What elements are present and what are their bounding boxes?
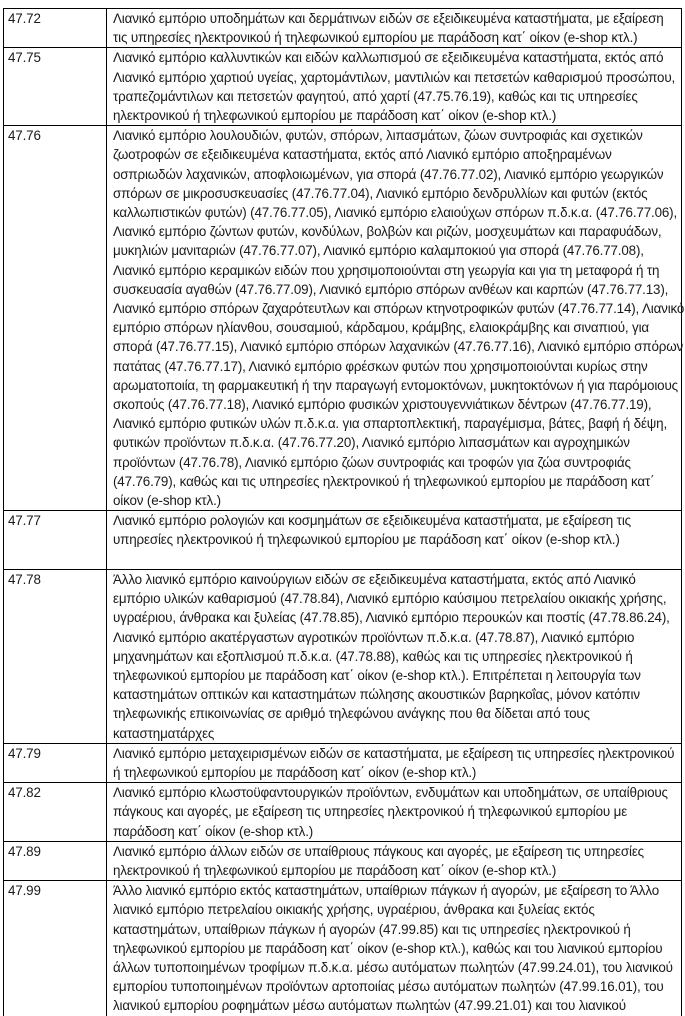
description-line: λιανικό εμπόριο πετρελαίου οικιακής χρήσης, υγραέριου, άνθρακα και ξυλείας εκτός — [113, 902, 595, 918]
description-line: καταστημάτων οπτικών και καταστημάτων πώλησης ακουστικών βαρηκοΐας, μόνον κατόπιν — [113, 687, 640, 703]
description-line: ηλεκτρονικού ή τηλεφωνικού εμπορίου με παράδοση κατ΄ οίκον (e-shop κτλ.) — [113, 862, 557, 878]
description-line: Λιανικό εμπόριο κλωστοϋφαντουργικών προϊόντων, ενδυμάτων και υποδημάτων, σε υπαίθριους — [113, 785, 668, 801]
description-line: σπορά (47.76.77.15), Λιανικό εμπόριο σπόρων λαχανικών (47.76.77.16), Λιανικό εμπόριο σπόρων — [113, 339, 684, 355]
activity-code: 47.89 — [4, 841, 107, 880]
description-line — [113, 550, 675, 569]
activity-code: 47.99 — [4, 881, 107, 1016]
description-line: Λιανικό εμπόριο λουλουδιών, φυτών, σπόρων, λιπασμάτων, ζώων συντροφιάς και σχετικών — [113, 128, 643, 144]
description-line: Λιανικό εμπόριο καλλυντικών και ειδών καλλωπισμού σε εξειδικευμένα καταστήματα, εκτός από — [113, 50, 664, 66]
description-line: μηχανημάτων και εξοπλισμού π.δ.κ.α. (47.78.88), καθώς και τις υπηρεσίες ηλεκτρονικού ή — [113, 648, 633, 664]
description-line: Λιανικό εμπόριο κεραμικών ειδών που χρησιμοποιούνται στη γεωργία και για τη μεταφορά ή τη — [113, 262, 660, 278]
description-line: οίκον (e-shop κτλ.) — [113, 493, 221, 509]
description-line: Λιανικό εμπόριο σπόρων ζαχαρότευτλων και σπόρων κτηνοτροφικών φυτών (47.76.77.14), Λιανικό — [113, 301, 685, 317]
activity-description — [107, 48, 682, 126]
description-line: συσκευασία αγαθών (47.76.77.09), Λιανικό εμπόριο σπόρων ανθέων και καρπών (47.76.77.13), — [113, 281, 669, 297]
activity-code: 47.72 — [4, 9, 107, 48]
description-line: εμπόριο υλικών καθαρισμού (47.78.84), Λιανικό εμπόριο καύσιμου πετρελαίου οικιακής χρήσης, — [113, 591, 667, 607]
table-row — [4, 511, 682, 570]
table-row — [4, 881, 682, 1016]
description-line: Άλλο λιανικό εμπόριο καινούργιων ειδών σε εξειδικευμένα καταστήματα, εκτός από Λιανικό — [113, 571, 636, 587]
description-line: Λιανικό εμπόριο ρολογιών και κοσμημάτων σε εξειδικευμένα καταστήματα, με εξαίρεση τις — [113, 513, 631, 529]
activity-code: 47.78 — [4, 569, 107, 743]
table-row — [4, 743, 682, 782]
activity-description — [107, 783, 682, 842]
description-line: πατάτας (47.76.77.17), Λιανικό εμπόριο φρέσκων φυτών που χρησιμοποιούνται κυρίως στην — [113, 358, 648, 374]
description-line: Λιανικό εμπόριο υποδημάτων και δερμάτινων ειδών σε εξειδικευμένα καταστήματα, με εξαίρεση — [113, 11, 664, 26]
description-line: (47.76.79), καθώς και τις υπηρεσίες ηλεκτρονικού ή τηλεφωνικού εμπορίου με παράδοση κατ΄ — [113, 473, 655, 489]
table-row — [4, 783, 682, 842]
activity-description — [107, 126, 685, 511]
table-row — [4, 841, 682, 880]
description-line: Λιανικό εμπόριο ζώντων φυτών, κονδύλων, βολβών και ριζών, μοσχευμάτων και παραφυάδων, — [113, 224, 662, 240]
description-line: μυκηλιών μανιταριών (47.76.77.07), Λιανικό εμπόριο καλαμποκιού για σπορά (47.76.77.08), — [113, 243, 644, 259]
description-line: εμπορίου τυποποιημένων προϊόντων αρτοποιίας μέσω αυτόματων πωλητών (47.99.16.01), του — [113, 979, 664, 995]
description-line: οσπριωδών λαχανικών, αποφλοιωμένων, για σπορά (47.76.77.02), Λιανικό εμπόριο γεωργικών — [113, 166, 664, 182]
description-line: υπηρεσίες ηλεκτρονικού ή τηλεφωνικού εμπορίου με παράδοση κατ΄ οίκον (e-shop κτλ.) — [113, 532, 620, 548]
description-line: τραπεζομάντιλων και πετσετών φαγητού, από χαρτί (47.75.76.19), καθώς και τις υπηρεσίες — [113, 88, 638, 104]
description-line: καταστηματάρχες — [113, 725, 215, 741]
table-body — [4, 9, 685, 1016]
description-line: ζωοτροφών σε εξειδικευμένα καταστήματα, εκτός από Λιανικό εμπόριο αποξηραμένων — [113, 147, 612, 163]
description-line: καλλωπιστικών φυτών) (47.76.77.05), Λιανικό εμπόριο ελαιούχων σπόρων π.δ.κ.α. (47.76.77.06), — [113, 205, 678, 221]
description-line: Λιανικό εμπόριο μεταχειρισμένων ειδών σε καταστήματα, με εξαίρεση τις υπηρεσίες ηλεκτρονικού — [113, 745, 675, 761]
table-row — [4, 569, 682, 743]
table-row — [4, 48, 682, 126]
description-line: τηλεφωνικού εμπορίου με παράδοση κατ΄ οίκον (e-shop κτλ.), καθώς και του λιανικού εμπορίου — [113, 940, 663, 956]
activity-code: 47.76 — [4, 126, 107, 511]
activity-code: 47.77 — [4, 511, 107, 570]
description-line: Λιανικό εμπόριο ακατέργαστων αγροτικών προϊόντων π.δ.κ.α. (47.78.87), Λιανικό εμπόριο — [113, 629, 635, 645]
activity-description — [107, 9, 682, 48]
description-line: εμπόριο σπόρων ηλίανθου, σουσαμιού, κάρδαμου, κράμβης, ελαιοκράμβης και σιναπιού, για — [113, 320, 649, 336]
description-line: πάγκους και αγορές, με εξαίρεση τις υπηρεσίες ηλεκτρονικού ή τηλεφωνικού εμπορίου με — [113, 804, 628, 820]
activity-description — [107, 881, 682, 1016]
description-line: καταστημάτων, υπαίθριων πάγκων ή αγορών (47.99.85) και τις υπηρεσίες ηλεκτρονικού ή — [113, 921, 631, 937]
description-line: σπόρων σε μικροσυσκευασίες (47.76.77.04), Λιανικό εμπόριο δενδρυλλίων και φυτών (εκτός — [113, 185, 648, 201]
description-line: παράδοση κατ΄ οίκον (e-shop κτλ.) — [113, 823, 314, 839]
description-line: τηλεφωνικής επικοινωνίας σε αριθμό τηλεφώνου ανάγκης που θα δίδεται από τους — [113, 706, 590, 722]
description-line: λιανικού εμπορίου ροφημάτων μέσω αυτόματων πωλητών (47.99.21.01) και του λιανικού — [113, 998, 626, 1014]
description-line: ή τηλεφωνικού εμπορίου με παράδοση κατ΄ οίκον (e-shop κτλ.) — [113, 764, 477, 780]
description-line: σκοπούς (47.76.77.18), Λιανικό εμπόριο φυσικών χριστουγεννιάτικων δέντρων (47.76.77.19), — [113, 397, 652, 413]
activity-description — [107, 743, 682, 782]
activity-description — [107, 569, 682, 743]
activity-code: 47.79 — [4, 743, 107, 782]
table-row — [4, 126, 682, 511]
description-line: τις υπηρεσίες ηλεκτρονικού ή τηλεφωνικού εμπορίου με παράδοση κατ΄ οίκον (e-shop κτλ.) — [113, 30, 638, 46]
table-row — [4, 9, 682, 48]
description-line: Λιανικό εμπόριο φυτικών υλών π.δ.κ.α. για σπαρτοπλεκτική, παραγέμισμα, βάτες, βαφή ή δέψη, — [113, 416, 668, 432]
description-line: αρωματοποιία, τη φαρμακευτική ή την παραγωγή εντομοκτόνων, μυκητοκτόνων ή για παρόμοιους — [113, 377, 678, 393]
activity-description — [107, 511, 682, 570]
description-line: φυτικών προϊόντων π.δ.κ.α. (47.76.77.20), Λιανικό εμπόριο λιπασμάτων και αγροχημικών — [113, 435, 630, 451]
description-line: προϊόντων (47.76.78), Λιανικό εμπόριο ζώων συντροφιάς και τροφών για ζώα συντροφιάς — [113, 454, 631, 470]
description-line: άλλων τυποποιημένων τροφίμων π.δ.κ.α. μέσω αυτόματων πωλητών (47.99.24.01), του λιανικού — [113, 959, 673, 975]
activity-description — [107, 841, 682, 880]
description-line: υγραέριου, άνθρακα και ξυλείας (47.78.85), Λιανικό εμπόριο περουκών και ποστίς (47.78.86.24), — [113, 610, 670, 626]
description-line: Λιανικό εμπόριο χαρτιού υγείας, χαρτομάντιλων, μαντιλιών και πετσετών καθαρισμού προσώπου, — [113, 69, 676, 85]
description-line: Λιανικό εμπόριο άλλων ειδών σε υπαίθριους πάγκους και αγορές, με εξαίρεση τις υπηρεσίες — [113, 843, 644, 859]
description-line: ηλεκτρονικού ή τηλεφωνικού εμπορίου με παράδοση κατ΄ οίκον (e-shop κτλ.) — [113, 108, 557, 124]
activity-code: 47.75 — [4, 48, 107, 126]
activity-code: 47.82 — [4, 783, 107, 842]
description-line: τηλεφωνικού εμπορίου με παράδοση κατ΄ οίκον (e-shop κτλ.). Επιτρέπεται η λειτουργία των — [113, 667, 641, 683]
activity-codes-table — [3, 8, 685, 1016]
description-line: Άλλο λιανικό εμπόριο εκτός καταστημάτων, υπαίθριων πάγκων ή αγορών, με εξαίρεση το Άλλο — [113, 883, 659, 899]
